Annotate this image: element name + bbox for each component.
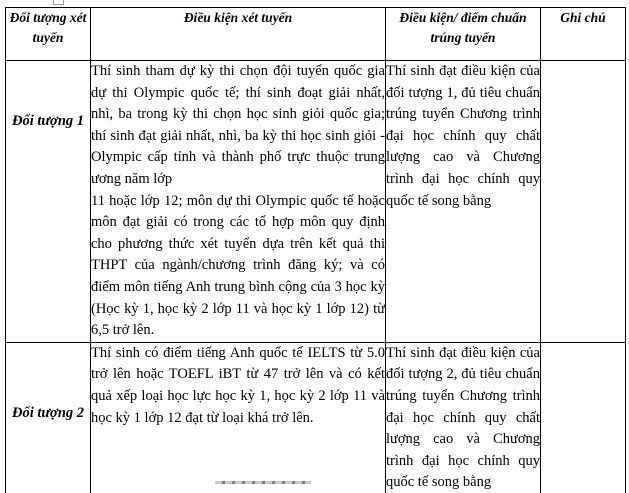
admission-paragraph: Thí sinh đạt điều kiện của đối tượng 1, đủ tiêu chuẩn trúng tuyển Chương trình đại học chính quy chất lượng cao và Chương trình đại học chính quy quốc tế song bằng [386, 63, 540, 209]
notes-cell [541, 61, 626, 343]
admission-cell [386, 342, 541, 493]
admission-paragraph: Thí sinh đạt điều kiện của đối tượng 2, đủ tiêu chuẩn trúng tuyển Chương trình đại học chính quy chất lượng cao và Chương trình đại học chính quy quốc tế song bằng [386, 344, 540, 491]
conditions-cell [91, 61, 386, 343]
table-row [6, 61, 626, 343]
header-cell-conditions: Điều kiện xét tuyển [91, 8, 386, 61]
header-cell-notes: Ghi chú [541, 8, 626, 61]
admission-criteria-table [5, 7, 626, 493]
condition-paragraph: Thí sinh có điểm tiếng Anh quốc tế IELTS từ 5.0 trở lên hoặc TOEFL iBT từ 47 trở lên và có kết quả xếp loại học lực học kỳ 1, học kỳ 2 lớp 11 và học kỳ 1 lớp 12 đạt từ loại khá trở lên. [91, 344, 385, 426]
table-row [6, 342, 626, 493]
conditions-cell [91, 342, 386, 493]
subject-cell [6, 342, 91, 493]
header-cell-admission-standard: Điều kiện/ điểm chuẩn trúng tuyển [386, 8, 541, 61]
subject-cell [6, 61, 91, 343]
notes-cell [541, 342, 626, 493]
subject-label: Đối tượng 2 [11, 404, 85, 421]
table-handle-marker [53, 0, 64, 5]
condition-paragraph: Thí sinh tham dự kỳ thi chọn đội tuyển quốc gia dự thi Olympic quốc tế; thí sinh đoạt giải nhất, nhì, ba trong kỳ thi chọn học sinh giỏi quốc gia; thí sinh đạt giải nhất, nhì, ba kỳ thi học sinh giỏi - Olympic cấp tỉnh và thành phố trực thuộc trung ương năm lớp [91, 63, 385, 187]
admission-cell [386, 61, 541, 343]
condition-paragraph: 11 hoặc lớp 12; môn dự thi Olympic quốc tế hoặc môn đạt giải có trong các tổ hợp môn quy định cho phương thức xét tuyển dựa trên kết quả thi THPT của ngành/chương trình đăng ký; và có điểm môn tiếng Anh trung bình cộng của 3 học kỳ (Học kỳ 1, học kỳ 2 lớp 11 và học kỳ 1 lớp 12) từ 6,5 trở lên. [91, 192, 385, 339]
header-row [6, 8, 626, 61]
page-break-artifact [215, 481, 311, 484]
subject-label: Đối tượng 1 [11, 113, 85, 129]
header-cell-subject: Đối tượng xét tuyển [6, 8, 91, 61]
